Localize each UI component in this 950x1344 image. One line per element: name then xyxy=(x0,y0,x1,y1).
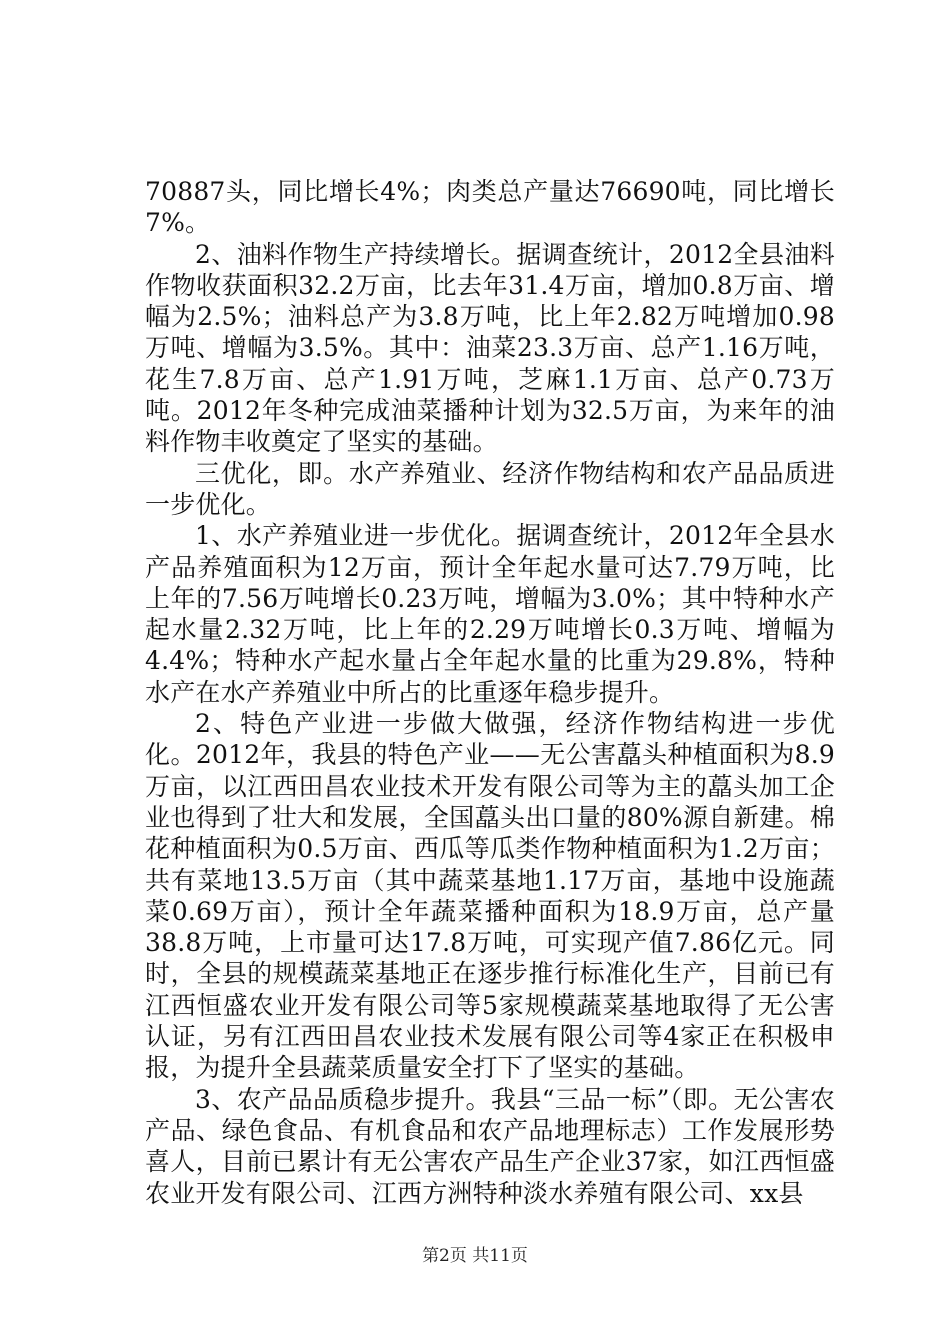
paragraph-aquaculture: 1、水产养殖业进一步优化。据调查统计，2012年全县水产品养殖面积为12万亩，预计全年起水量可达7.79万吨，比上年的7.56万吨增长0.23万吨，增幅为3.0%；其中特种水产起水量2.32万吨，比上年的2.29万吨增长0.3万吨、增幅为4.4%；特种水产起水量占全年起水量的比重为29.8%，特种水产在水产养殖业中所占的比重逐年稳步提升。 xyxy=(145,521,835,707)
paragraph-product-quality: 3、农产品品质稳步提升。我县“三品一标”（即。无公害农产品、绿色食品、有机食品和农产品地理标志）工作发展形势喜人，目前已累计有无公害农产品生产企业37家，如江西恒盛农业开发有限公司、江西方洲特种淡水养殖有限公司、xx县 xyxy=(145,1084,835,1208)
paragraph-specialty-industry: 2、特色产业进一步做大做强，经济作物结构进一步优化。2012年，我县的特色产业——无公害藠头种植面积为8.9万亩，以江西田昌农业技术开发有限公司等为主的藠头加工企业也得到了壮大和发展，全国藠头出口量的80%源自新建。棉花种植面积为0.5万亩、西瓜等瓜类作物种植面积为1.2万亩；共有菜地13.5万亩（其中蔬菜基地1.17万亩，基地中设施蔬菜0.69万亩），预计全年蔬菜播种面积为18.9万亩，总产量38.8万吨，上市量可达17.8万吨，可实现产值7.86亿元。同时，全县的规模蔬菜基地正在逐步推行标准化生产，目前已有江西恒盛农业开发有限公司等5家规模蔬菜基地取得了无公害认证，另有江西田昌农业技术发展有限公司等4家正在积极申报，为提升全县蔬菜质量安全打下了坚实的基础。 xyxy=(145,709,835,1083)
paragraph-livestock-continuation: 70887头，同比增长4%；肉类总产量达76690吨，同比增长7%。 xyxy=(145,177,835,238)
paragraph-oil-crops: 2、油料作物生产持续增长。据调查统计，2012全县油料作物收获面积32.2万亩，比去年31.4万亩，增加0.8万亩、增幅为2.5%；油料总产为3.8万吨，比上年2.82万吨增加0.98万吨、增幅为3.5%。其中：油菜23.3万亩、总产1.16万吨，花生7.8万亩、总产1.91万吨，芝麻1.1万亩、总产0.73万吨。2012年冬种完成油菜播种计划为32.5万亩，为来年的油料作物丰收奠定了坚实的基础。 xyxy=(145,239,835,457)
document-body xyxy=(145,176,835,1209)
paragraph-three-optimizations: 三优化，即。水产养殖业、经济作物结构和农产品品质进一步优化。 xyxy=(145,458,835,519)
page-number-footer: 第2页 共11页 xyxy=(422,1246,528,1266)
